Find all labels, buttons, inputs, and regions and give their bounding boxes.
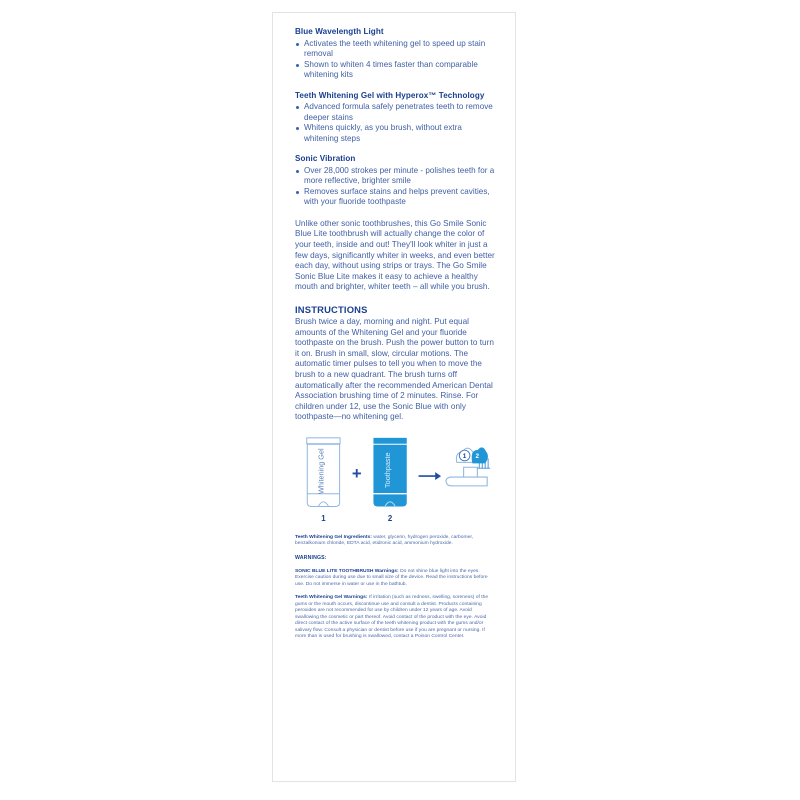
- feature-bullet-list: [295, 102, 495, 144]
- feature-bullet-list: [295, 39, 495, 81]
- feature-bullet: Shown to whiten 4 times faster than comparable whitening kits: [295, 60, 495, 81]
- tube1-number: 1: [321, 514, 326, 524]
- feature-block-whitening-gel-hyperox: [295, 91, 495, 145]
- tube1-label: Whitening Gel: [316, 448, 326, 494]
- feature-heading: Teeth Whitening Gel with Hyperox™ Technology: [295, 90, 485, 100]
- feature-heading: Sonic Vibration: [295, 154, 356, 164]
- feature-bullet: Activates the teeth whitening gel to speed up stain removal: [295, 39, 495, 60]
- ingredients-label: Teeth Whitening Gel Ingredients:: [295, 534, 372, 540]
- feature-bullet: Advanced formula safely penetrates teeth to remove deeper stains: [295, 102, 495, 123]
- plus-sign-icon: +: [351, 463, 362, 483]
- instructions-title: INSTRUCTIONS: [295, 303, 368, 315]
- feature-heading: Blue Wavelength Light: [295, 27, 384, 36]
- warning-label: Teeth Whitening Gel Warnings:: [295, 595, 368, 601]
- warning-label: SONIC BLUE LITE TOOTHBRUSH Warnings:: [295, 568, 399, 574]
- product-description: Unlike other sonic toothbrushes, this Go Smile Sonic Blue Lite toothbrush will actually change the color of your teeth, inside and out! They'll look whiter in just a few days, significantly whiter in weeks, and even better each day, without using strips or trays. The Go Smile Sonic Blue Lite makes it easy to achieve a healthy mouth and brighter, whiter teeth – all while you brush.: [295, 218, 495, 292]
- feature-bullet: Removes surface stains and helps prevent cavities, with your fluoride toothpaste: [295, 187, 495, 208]
- warning-text: Do not shine blue light into the eyes. Exercise caution during use due to small size of the device. Read the instructions before use. Do not immerse in water or use in the bathtub.: [295, 568, 488, 587]
- arrow-right-icon: [419, 472, 442, 480]
- product-insert-card: [272, 12, 516, 782]
- instructions-body: Brush twice a day, morning and night. Put equal amounts of the Whitening Gel and your fluoride toothpaste on the brush. Push the power button to turn it on. Brush in small, slow, circular motions. The automatic timer pulses to tell you when to move the brush to a new quadrant. The brush turns off automatically after the recommended American Dental Association brushing time of 2 minutes. Rinse. For children under 12, use the Sonic Blue with only toothpaste—no whitening gel.: [295, 316, 494, 422]
- warning-whitening-gel: [295, 595, 495, 641]
- ingredients-line: [295, 535, 495, 548]
- warning-text: If irritation (such as redness, swelling, soreness) of the gums or the mouth occurs, discontinue use and consult a dentist. Products containing peroxides are not recommended for use by children under 12 years of age. Avoid swallowing the cosmetic or part thereof. Avoid contact of the product with the eye. Avoid direct contact of the active surface of the teeth whitening product with the gums and/or salivary flow. Consult a physician or dentist before use if you are pregnant or nursing. If more than is used for brushing is swallowed, contact a Poison Control Center.: [295, 595, 489, 640]
- tube2-label: Toothpaste: [383, 452, 393, 488]
- feature-bullet-list: [295, 166, 495, 208]
- toothbrush-icon: [446, 447, 490, 485]
- usage-illustration: [295, 434, 495, 526]
- feature-bullet: Whitens quickly, as you brush, without extra whitening steps: [295, 123, 495, 144]
- brush-badge-2: 2: [475, 452, 480, 460]
- warning-toothbrush: [295, 569, 495, 589]
- usage-diagram-svg: [295, 434, 495, 526]
- toothpaste-tube-icon: [373, 438, 406, 507]
- feature-block-blue-wavelength-light: [295, 27, 495, 81]
- ingredients-text: water, glycerin, hydrogen peroxide, carbomer, benzalkonium chloride, EDTA acid, etidronic acid, ammonium hydroxide.: [295, 534, 474, 547]
- brush-badge-1: 1: [462, 452, 467, 460]
- feature-block-sonic-vibration: [295, 154, 495, 208]
- instructions-section: [295, 304, 495, 423]
- whitening-gel-tube-icon: [307, 438, 340, 507]
- feature-bullet: Over 28,000 strokes per minute - polishes teeth for a more reflective, brighter smile: [295, 166, 495, 187]
- warnings-heading: WARNINGS:: [295, 554, 327, 561]
- tube2-number: 2: [387, 514, 393, 524]
